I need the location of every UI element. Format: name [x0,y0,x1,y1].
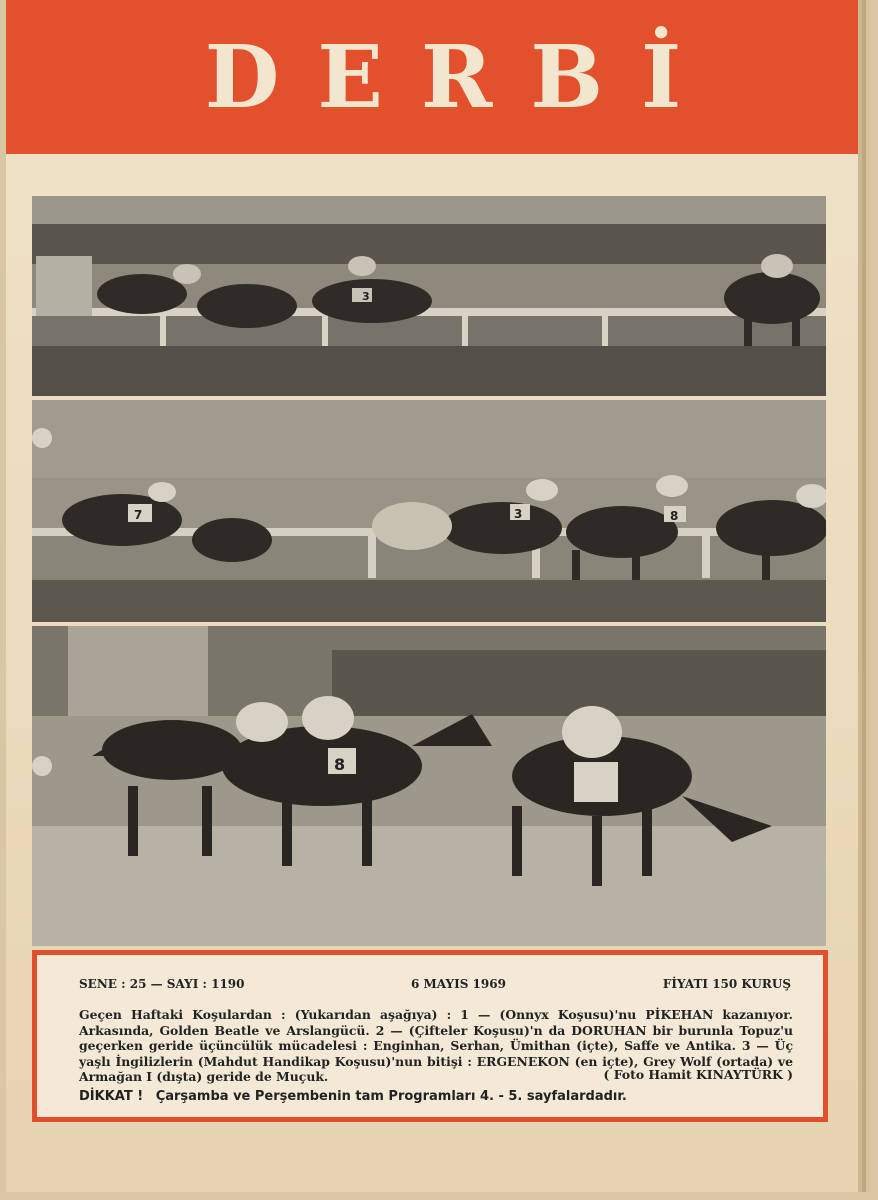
issue-volume: SENE : 25 — SAYI : 1190 [79,977,245,991]
saddle-number: 8 [670,509,679,523]
masthead [6,0,858,154]
photo-caption: Geçen Haftaki Koşulardan : (Yukarıdan aşağıya) : 1 — (Onnyx Koşusu)'nu PİKEHAN kazanıyor. Arkasında, Golden Beatle ve Arslangücü. 2 — (Çifteler Koşusu)'n da DORUHAN bir burunla Topuz'u geçerken geride üçüncülük mücadelesi : Enginhan, Serhan, Ümithan (içte), Saffe ve Antika. 3 — Üç yaşlı İngilizlerin (Mahdut Handikap Koşusu)'nun bitişi : ERGENEKON (en içte), Grey Wolf (ortada) ve Armağan I (dışta) geride de Muçuk. [79,1007,793,1084]
issue-price: FİYATI 150 KURUŞ [662,977,791,991]
race-photo-2 [32,400,826,622]
notice [79,1089,627,1104]
issue-date: 6 MAYIS 1969 [411,977,506,991]
caption-box [32,950,828,1122]
photo-credit: ( Foto Hamit KINAYTÜRK ) [603,1067,793,1082]
saddle-number: 8 [334,755,346,774]
magazine-logo: DERBİ [204,27,720,128]
race-photo-1 [32,196,826,396]
notice-text: Çarşamba ve Perşembenin tam Programları 4. - 5. sayfalardadır. [155,1089,627,1104]
race-photos [32,196,826,946]
saddle-number: 3 [362,290,370,303]
saddle-number: 7 [134,508,143,522]
notice-lead: DİKKAT ! [79,1089,144,1104]
saddle-number: 3 [514,507,523,521]
race-photo-3 [32,626,826,946]
magazine-cover [6,0,858,1192]
